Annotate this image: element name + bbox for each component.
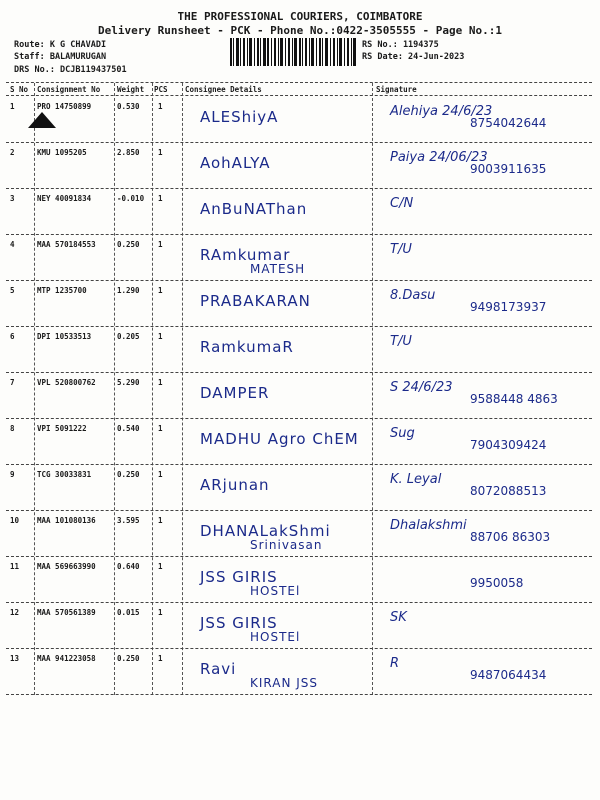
cell-pcs: 1: [158, 516, 163, 525]
cell-pcs: 1: [158, 332, 163, 341]
handwritten-signature: T/U: [390, 334, 412, 349]
cell-weight: 1.290: [117, 286, 140, 295]
runsheet-subtitle: Delivery Runsheet - PCK - Phone No.:0422-3505555 - Page No.:1: [98, 24, 502, 37]
ink-smudge: [28, 112, 56, 128]
col-header-consignment: Consignment No: [37, 85, 101, 94]
cell-consignment-no: PRO 14750899: [37, 102, 92, 111]
cell-sno: 2: [10, 148, 15, 157]
cell-pcs: 1: [158, 194, 163, 203]
handwritten-signature: Dhalakshmi: [390, 518, 467, 533]
handwritten-phone: 9498173937: [470, 300, 547, 314]
handwritten-phone: 8754042644: [470, 116, 547, 130]
row-divider: [6, 648, 592, 649]
row-divider: [6, 602, 592, 603]
cell-sno: 13: [10, 654, 20, 663]
handwritten-signature: R: [390, 656, 400, 671]
company-title: THE PROFESSIONAL COURIERS, COIMBATORE: [177, 10, 423, 23]
cell-pcs: 1: [158, 608, 163, 617]
drs-number: DRS No.: DCJB119437501: [14, 65, 127, 75]
cell-pcs: 1: [158, 654, 163, 663]
handwritten-signature: SK: [390, 610, 407, 625]
handwritten-consignee: PRABAKARAN: [200, 292, 311, 310]
cell-consignment-no: NEY 40091834: [37, 194, 92, 203]
handwritten-consignee-line2: MATESH: [250, 262, 306, 276]
cell-consignment-no: MAA 101080136: [37, 516, 96, 525]
cell-sno: 6: [10, 332, 15, 341]
cell-consignment-no: VPL 520800762: [37, 378, 96, 387]
cell-weight: -0.010: [117, 194, 145, 203]
handwritten-consignee-line2: Srinivasan: [250, 538, 323, 552]
cell-weight: 0.250: [117, 240, 140, 249]
handwritten-consignee: JSS GIRIS: [200, 568, 278, 586]
cell-consignment-no: TCG 30033831: [37, 470, 92, 479]
table-top-rule: [6, 82, 592, 83]
col-header-weight: Weight: [117, 85, 145, 94]
col-header-pcs: PCS: [154, 85, 168, 94]
handwritten-signature: C/N: [390, 196, 414, 211]
staff: Staff: BALAMURUGAN: [14, 52, 107, 62]
cell-weight: 0.640: [117, 562, 140, 571]
handwritten-consignee: AohALYA: [200, 154, 271, 172]
table-header-rule: [6, 95, 592, 96]
cell-sno: 12: [10, 608, 20, 617]
cell-sno: 8: [10, 424, 15, 433]
handwritten-consignee: JSS GIRIS: [200, 614, 278, 632]
cell-pcs: 1: [158, 424, 163, 433]
col-header-sno: S No: [10, 85, 29, 94]
cell-weight: 0.205: [117, 332, 140, 341]
handwritten-consignee: RAmkumar: [200, 246, 291, 264]
cell-consignment-no: KMU 1095205: [37, 148, 87, 157]
handwritten-phone: 9588448 4863: [470, 392, 558, 406]
cell-sno: 5: [10, 286, 15, 295]
handwritten-consignee: ARjunan: [200, 476, 270, 494]
column-divider: [182, 83, 183, 695]
handwritten-consignee-line2: HOSTEl: [250, 630, 301, 644]
row-divider: [6, 372, 592, 373]
cell-sno: 1: [10, 102, 15, 111]
cell-pcs: 1: [158, 562, 163, 571]
cell-pcs: 1: [158, 470, 163, 479]
handwritten-phone: 9003911635: [470, 162, 547, 176]
cell-weight: 0.015: [117, 608, 140, 617]
handwritten-signature: T/U: [390, 242, 412, 257]
row-divider: [6, 556, 592, 557]
row-divider: [6, 280, 592, 281]
cell-consignment-no: MAA 570561389: [37, 608, 96, 617]
handwritten-phone: 7904309424: [470, 438, 547, 452]
cell-pcs: 1: [158, 148, 163, 157]
handwritten-signature: 8.Dasu: [390, 288, 436, 303]
col-header-signature: Signature: [376, 85, 417, 94]
handwritten-signature: K. Leyal: [390, 472, 442, 487]
handwritten-phone: 9487064434: [470, 668, 547, 682]
barcode: [230, 38, 356, 66]
handwritten-consignee: AnBuNAThan: [200, 200, 308, 218]
row-divider: [6, 234, 592, 235]
cell-consignment-no: DPI 10533513: [37, 332, 92, 341]
cell-pcs: 1: [158, 286, 163, 295]
cell-weight: 5.290: [117, 378, 140, 387]
col-header-consignee: Consignee Details: [185, 85, 262, 94]
column-divider: [114, 83, 115, 695]
cell-sno: 10: [10, 516, 20, 525]
handwritten-signature: Paiya 24/06/23: [390, 150, 488, 165]
handwritten-phone: 9950058: [470, 576, 524, 590]
cell-weight: 2.850: [117, 148, 140, 157]
cell-weight: 3.595: [117, 516, 140, 525]
row-divider: [6, 326, 592, 327]
cell-weight: 0.250: [117, 654, 140, 663]
route: Route: K G CHAVADI: [14, 40, 107, 50]
handwritten-consignee: DHANALakShmi: [200, 522, 331, 540]
row-divider: [6, 694, 592, 695]
cell-weight: 0.530: [117, 102, 140, 111]
handwritten-consignee: ALEShiyA: [200, 108, 279, 126]
rs-date: RS Date: 24-Jun-2023: [362, 52, 465, 62]
handwritten-consignee: DAMPER: [200, 384, 270, 402]
handwritten-phone: 88706 86303: [470, 530, 551, 544]
cell-consignment-no: MAA 569663990: [37, 562, 96, 571]
row-divider: [6, 142, 592, 143]
cell-weight: 0.540: [117, 424, 140, 433]
cell-pcs: 1: [158, 102, 163, 111]
cell-consignment-no: MTP 1235700: [37, 286, 87, 295]
column-divider: [152, 83, 153, 695]
handwritten-phone: 8072088513: [470, 484, 547, 498]
cell-sno: 3: [10, 194, 15, 203]
cell-pcs: 1: [158, 240, 163, 249]
row-divider: [6, 464, 592, 465]
cell-consignment-no: MAA 570184553: [37, 240, 96, 249]
column-divider: [34, 83, 35, 695]
cell-pcs: 1: [158, 378, 163, 387]
cell-sno: 9: [10, 470, 15, 479]
row-divider: [6, 510, 592, 511]
handwritten-signature: Sug: [390, 426, 415, 441]
cell-sno: 7: [10, 378, 15, 387]
handwritten-consignee: MADHU Agro ChEM: [200, 430, 359, 448]
handwritten-signature: S 24/6/23: [390, 380, 453, 395]
cell-sno: 4: [10, 240, 15, 249]
row-divider: [6, 188, 592, 189]
column-divider: [372, 83, 373, 695]
cell-consignment-no: VPI 5091222: [37, 424, 87, 433]
row-divider: [6, 418, 592, 419]
handwritten-consignee: Ravi: [200, 660, 237, 678]
handwritten-signature: Alehiya 24/6/23: [390, 104, 493, 119]
handwritten-consignee-line2: KIRAN JSS: [250, 676, 319, 690]
cell-sno: 11: [10, 562, 20, 571]
rs-number: RS No.: 1194375: [362, 40, 439, 50]
handwritten-consignee-line2: HOSTEl: [250, 584, 301, 598]
cell-consignment-no: MAA 941223058: [37, 654, 96, 663]
cell-weight: 0.250: [117, 470, 140, 479]
handwritten-consignee: RamkumaR: [200, 338, 294, 356]
